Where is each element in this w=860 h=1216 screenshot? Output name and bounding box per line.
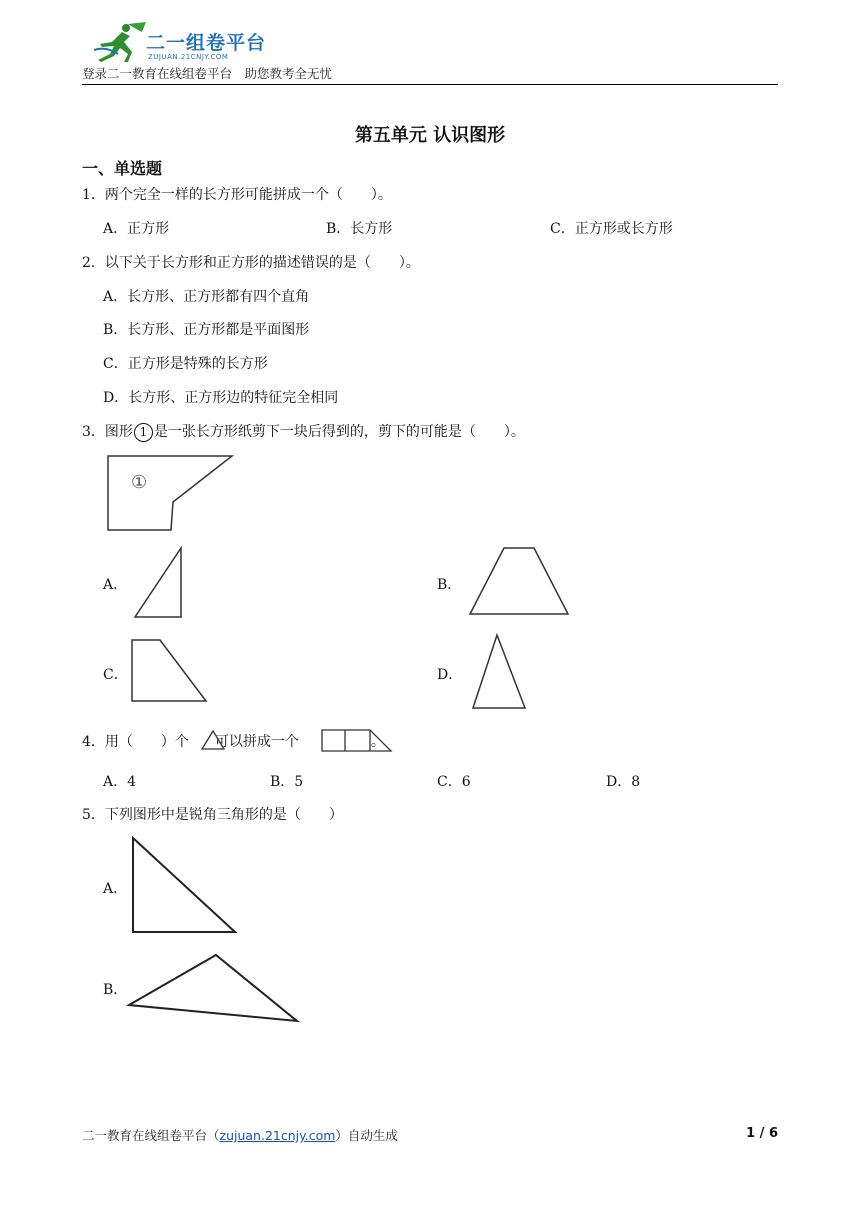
q3-option-b-shape[interactable] <box>467 545 571 617</box>
q3-figure <box>105 454 235 534</box>
q3-option-d[interactable]: D． <box>437 667 463 683</box>
q4-option-c[interactable]: C．6 <box>437 774 471 790</box>
q4-triangle-icon <box>200 729 226 751</box>
q3-option-d-shape[interactable] <box>470 632 528 712</box>
q4-option-b[interactable]: B．5 <box>270 774 304 790</box>
q5-option-b-shape[interactable] <box>126 953 302 1025</box>
q4-composite-shape <box>320 728 394 754</box>
q4-option-a[interactable]: A．4 <box>103 774 137 790</box>
q5-option-b[interactable]: B． <box>103 982 128 998</box>
question-2: 2．以下关于长方形和正方形的描述错误的是（ ）。 <box>82 255 420 271</box>
logo-text: 二一组卷平台 <box>146 32 267 54</box>
q1-option-c[interactable]: C．正方形或长方形 <box>550 221 673 237</box>
question-1: 1．两个完全一样的长方形可能拼成一个（ ）。 <box>82 187 392 203</box>
q3-figure-label: ① <box>131 472 148 493</box>
q2-option-b[interactable]: B．长方形、正方形都是平面图形 <box>103 322 310 338</box>
q1-option-a[interactable]: A．正方形 <box>103 221 170 237</box>
logo-runner-icon <box>92 20 148 64</box>
q2-option-a[interactable]: A．长方形、正方形都有四个直角 <box>103 289 310 305</box>
header-slogan: 登录二一教育在线组卷平台 助您教考全无忧 <box>82 66 333 81</box>
circled-number: 1 <box>134 423 153 442</box>
q3-option-a-shape[interactable] <box>132 546 186 620</box>
q3-option-b[interactable]: B． <box>437 577 462 593</box>
footer-prefix: 二一教育在线组卷平台（ <box>82 1128 220 1143</box>
q5-option-a-shape[interactable] <box>130 836 240 936</box>
footer-link[interactable]: zujuan.21cnjy.com <box>219 1128 336 1143</box>
q4-text-part3: 。 <box>370 734 385 750</box>
q2-option-c[interactable]: C．正方形是特殊的长方形 <box>103 356 268 372</box>
q5-option-a[interactable]: A． <box>103 881 128 897</box>
q4-text-part2: 可以拼成一个 <box>214 734 299 750</box>
q3-option-c[interactable]: C． <box>103 667 128 683</box>
question-3 <box>82 421 525 442</box>
question-5: 5．下列图形中是锐角三角形的是（ ） <box>82 807 343 823</box>
logo-subtext: ZUJUAN.21CNJY.COM <box>148 53 229 61</box>
footer-suffix: ）自动生成 <box>335 1128 398 1143</box>
q1-option-b[interactable]: B．长方形 <box>326 221 393 237</box>
footer-text <box>82 1126 398 1144</box>
q4-text-part1: 4．用（ ）个 <box>82 734 189 750</box>
page-number: 1 / 6 <box>746 1126 778 1141</box>
page-title: 第五单元 认识图形 <box>354 125 506 146</box>
section-title: 一、单选题 <box>82 159 163 178</box>
q2-option-d[interactable]: D．长方形、正方形边的特征完全相同 <box>103 390 339 406</box>
q3-option-c-shape[interactable] <box>129 638 211 704</box>
q3-text-before: 3．图形 <box>82 424 133 440</box>
q3-text-after: 是一张长方形纸剪下一块后得到的，剪下的可能是（ ）。 <box>153 424 525 440</box>
q4-option-d[interactable]: D．8 <box>606 774 641 790</box>
q3-option-a[interactable]: A． <box>103 577 128 593</box>
header-divider <box>82 84 778 85</box>
